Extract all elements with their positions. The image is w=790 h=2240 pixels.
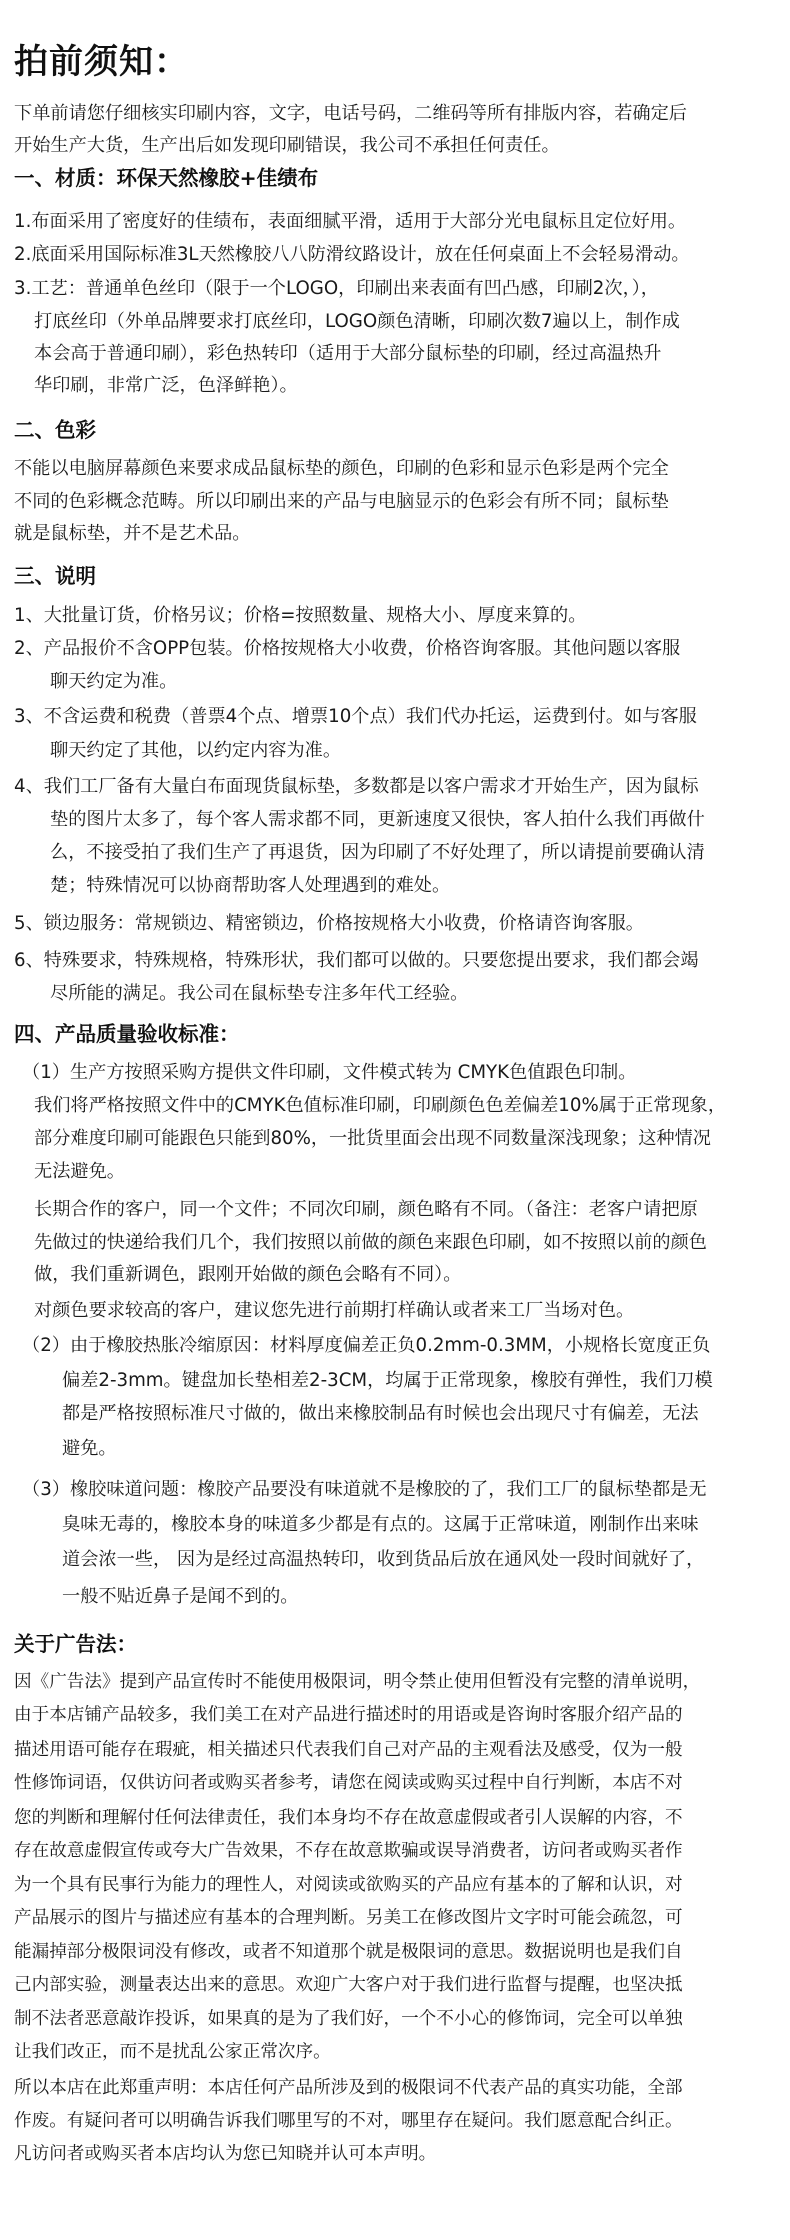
section-quality-line: 偏差2-3mm。键盘加长垫相差2-3CM，均属于正常现象，橡胶有弹性，我们刀模 [62,1370,713,1391]
ad-law-line: 性修饰词语，仅供访问者或购买者参考，请您在阅读或购买过程中自行判断，本店不对 [14,1773,683,1793]
section-notes-line: 6、特殊要求，特殊规格，特殊形状，我们都可以做的。只要您提出要求，我们都会竭 [14,950,699,971]
section-quality-line: 道会浓一些， 因为是经过高温热转印，收到货品后放在通风处一段时间就好了， [62,1549,705,1570]
section-quality-line: 避免。 [62,1438,117,1459]
section-quality-line: （1）生产方按照采购方提供文件印刷，文件模式转为 CMYK色值跟色印制。 [22,1062,637,1083]
section-notes-line: 聊天约定了其他，以约定内容为准。 [50,740,342,761]
section-notes-line: 垫的图片太多了，每个客人需求都不同，更新速度又很快，客人拍什么我们再做什 [50,809,705,830]
intro-line: 下单前请您仔细核实印刷内容，文字，电话号码，二维码等所有排版内容，若确定后 [14,103,687,124]
ad-law-line: 凡访问者或购买者本店均认为您已知晓并认可本声明。 [14,2144,437,2164]
section-quality-line: 先做过的快递给我们几个，我们按照以前做的颜色来跟色印刷，如不按照以前的颜色 [34,1232,707,1253]
section-color-line: 不同的色彩概念范畴。所以印刷出来的产品与电脑显示的色彩会有所不同；鼠标垫 [14,491,669,512]
section-quality-line: 都是严格按照标准尺寸做的，做出来橡胶制品有时候也会出现尺寸有偏差，无法 [62,1403,699,1424]
section-material-heading: 一、材质：环保天然橡胶+佳绩布 [14,166,319,190]
section-material-line: 打底丝印（外单品牌要求打底丝印，LOGO颜色清晰，印刷次数7遍以上，制作成 [34,311,680,332]
ad-law-line: 让我们改正，而不是扰乱公家正常次序。 [14,2042,331,2062]
section-quality-line: 一般不贴近鼻子是闻不到的。 [62,1586,299,1607]
section-quality-line: （2）由于橡胶热胀冷缩原因：材料厚度偏差正负0.2mm-0.3MM，小规格长宽度正负 [22,1335,711,1356]
section-color-line: 就是鼠标垫，并不是艺术品。 [14,523,251,544]
section-quality-line: 对颜色要求较高的客户，建议您先进行前期打样确认或者来工厂当场对色。 [34,1300,635,1321]
section-quality-line: 无法避免。 [34,1161,125,1182]
ad-law-line: 存在故意虚假宣传或夸大广告效果，不存在故意欺骗或误导消费者，访问者或购买者作 [14,1841,683,1861]
section-quality-line: 我们将严格按照文件中的CMYK色值标准印刷，印刷颜色色差偏差10%属于正常现象， [34,1095,727,1116]
ad-law-line: 因《广告法》提到产品宣传时不能使用极限词，明令禁止使用但暂没有完整的清单说明， [14,1672,701,1692]
section-material-line: 本会高于普通印刷），彩色热转印（适用于大部分鼠标垫的印刷，经过高温热升 [34,343,662,364]
section-notes-line: 5、锁边服务：常规锁边、精密锁边，价格按规格大小收费，价格请咨询客服。 [14,913,644,934]
ad-law-line: 己内部实验，测量表达出来的意思。欢迎广大客户对于我们进行监督与提醒，也坚决抵 [14,1975,683,1995]
ad-law-line: 制不法者恶意敲诈投诉，如果真的是为了我们好，一个不小心的修饰词，完全可以单独 [14,2009,683,2029]
ad-law-line: 描述用语可能存在瑕疵，相关描述只代表我们自己对产品的主观看法及感受，仅为一般 [14,1740,683,1760]
section-quality-line: 做，我们重新调色，跟刚开始做的颜色会略有不同）。 [34,1264,462,1285]
ad-law-line: 您的判断和理解付任何法律责任，我们本身均不存在故意虚假或者引人误解的内容，不 [14,1808,683,1828]
section-notes-line: 1、大批量订货，价格另议；价格=按照数量、规格大小、厚度来算的。 [14,605,587,626]
ad-law-line: 由于本店铺产品较多，我们美工在对产品进行描述时的用语或是咨询时客服介绍产品的 [14,1705,683,1725]
section-material-line: 3.工艺：普通单色丝印（限于一个LOGO，印刷出来表面有凹凸感，印刷2次，）， [14,278,659,299]
intro-line: 开始生产大货，生产出后如发现印刷错误，我公司不承担任何责任。 [14,135,560,156]
section-material-line: 1.布面采用了密度好的佳绩布，表面细腻平滑，适用于大部分光电鼠标且定位好用。 [14,211,687,232]
section-notes-line: 4、我们工厂备有大量白布面现货鼠标垫，多数都是以客户需求才开始生产，因为鼠标 [14,776,699,797]
ad-law-line: 为一个具有民事行为能力的理性人，对阅读或欲购买的产品应有基本的了解和认识，对 [14,1875,683,1895]
ad-law-line: 作废。有疑问者可以明确告诉我们哪里写的不对，哪里存在疑问。我们愿意配合纠正。 [14,2111,683,2131]
section-color-heading: 二、色彩 [14,418,96,442]
section-notes-heading: 三、说明 [14,564,96,588]
section-notes-line: 么，不接受拍了我们生产了再退货，因为印刷了不好处理了，所以请提前要确认清 [50,842,705,863]
section-quality-line: 臭味无毒的，橡胶本身的味道多少都是有点的。这属于正常味道，刚制作出来味 [62,1514,699,1535]
section-quality-heading: 四、产品质量验收标准： [14,1022,240,1046]
ad-law-heading: 关于广告法： [14,1632,137,1656]
page-title: 拍前须知： [14,42,189,82]
section-notes-line: 楚；特殊情况可以协商帮助客人处理遇到的难处。 [50,875,451,896]
section-notes-line: 2、产品报价不含OPP包装。价格按规格大小收费，价格咨询客服。其他问题以客服 [14,638,681,659]
section-quality-line: 部分难度印刷可能跟色只能到80%，一批货里面会出现不同数量深浅现象；这种情况 [34,1128,711,1149]
ad-law-line: 产品展示的图片与描述应有基本的合理判断。另美工在修改图片文字时可能会疏忽，可 [14,1908,683,1928]
section-material-line: 2.底面采用国际标准3L天然橡胶八八防滑纹路设计，放在任何桌面上不会轻易滑动。 [14,244,690,265]
section-quality-line: （3）橡胶味道问题：橡胶产品要没有味道就不是橡胶的了，我们工厂的鼠标垫都是无 [22,1479,707,1500]
section-notes-line: 聊天约定为准。 [50,671,178,692]
section-notes-line: 3、不含运费和税费（普票4个点、增票10个点）我们代办托运，运费到付。如与客服 [14,706,697,727]
ad-law-line: 所以本店在此郑重声明：本店任何产品所涉及到的极限词不代表产品的真实功能，全部 [14,2078,683,2098]
section-material-line: 华印刷，非常广泛，色泽鲜艳）。 [34,375,298,396]
ad-law-line: 能漏掉部分极限词没有修改，或者不知道那个就是极限词的意思。数据说明也是我们自 [14,1942,683,1962]
section-quality-line: 长期合作的客户，同一个文件；不同次印刷，颜色略有不同。（备注：老客户请把原 [34,1199,698,1220]
section-color-line: 不能以电脑屏幕颜色来要求成品鼠标垫的颜色，印刷的色彩和显示色彩是两个完全 [14,458,669,479]
section-notes-line: 尽所能的满足。我公司在鼠标垫专注多年代工经验。 [50,983,469,1004]
